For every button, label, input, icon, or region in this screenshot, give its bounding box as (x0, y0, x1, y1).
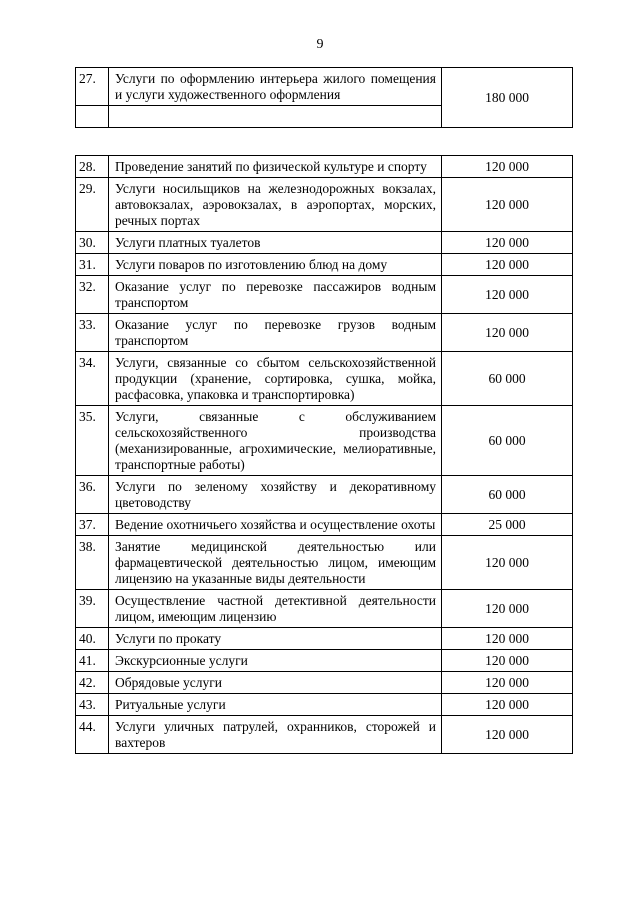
income-amount: 120 000 (442, 628, 573, 650)
service-description: Услуги платных туалетов (109, 232, 442, 254)
income-amount: 180 000 (442, 68, 573, 128)
empty-cell (109, 106, 442, 128)
service-description: Проведение занятий по физической культуре и спорту (109, 156, 442, 178)
service-description: Осуществление частной детективной деятельности лицом, имеющим лицензию (109, 590, 442, 628)
income-amount: 60 000 (442, 406, 573, 476)
service-description: Услуги поваров по изготовлению блюд на дому (109, 254, 442, 276)
income-amount: 120 000 (442, 314, 573, 352)
table-row (76, 514, 573, 536)
service-description: Занятие медицинской деятельностью или фармацевтической деятельностью лицом, имеющим лицензию на указанные виды деятельности (109, 536, 442, 590)
row-number: 29. (76, 178, 109, 232)
income-amount: 120 000 (442, 254, 573, 276)
income-amount: 120 000 (442, 590, 573, 628)
table-row (76, 590, 573, 628)
table-row (76, 672, 573, 694)
table-row (76, 650, 573, 672)
row-number: 37. (76, 514, 109, 536)
income-amount: 120 000 (442, 716, 573, 754)
table-row (76, 628, 573, 650)
table-row (76, 68, 573, 106)
empty-cell (76, 106, 109, 128)
services-table (75, 155, 573, 754)
income-amount: 120 000 (442, 156, 573, 178)
income-amount: 60 000 (442, 476, 573, 514)
table-row (76, 476, 573, 514)
table-row (76, 156, 573, 178)
table-row (76, 694, 573, 716)
income-amount: 60 000 (442, 352, 573, 406)
table-row (76, 276, 573, 314)
income-amount: 120 000 (442, 672, 573, 694)
table-row (76, 314, 573, 352)
row-number: 38. (76, 536, 109, 590)
row-number: 28. (76, 156, 109, 178)
row-number: 43. (76, 694, 109, 716)
row-number: 27. (76, 68, 109, 106)
income-amount: 25 000 (442, 514, 573, 536)
table-row (76, 716, 573, 754)
income-amount: 120 000 (442, 178, 573, 232)
row-number: 30. (76, 232, 109, 254)
services-table-continued (75, 67, 573, 128)
row-number: 44. (76, 716, 109, 754)
table-row (76, 536, 573, 590)
service-description: Экскурсионные услуги (109, 650, 442, 672)
service-description: Услуги, связанные со сбытом сельскохозяйственной продукции (хранение, сортировка, сушка, мойка, расфасовка, упаковка и транспортировка) (109, 352, 442, 406)
table-row (76, 352, 573, 406)
page-number: 9 (316, 37, 324, 52)
service-description: Услуги, связанные с обслуживанием сельскохозяйственного производства (механизированные, агрохимические, мелиоративные, транспортные работы) (109, 406, 442, 476)
income-amount: 120 000 (442, 694, 573, 716)
row-number: 42. (76, 672, 109, 694)
service-description: Оказание услуг по перевозке пассажиров водным транспортом (109, 276, 442, 314)
row-number: 41. (76, 650, 109, 672)
row-number: 32. (76, 276, 109, 314)
service-description: Обрядовые услуги (109, 672, 442, 694)
service-description: Услуги по зеленому хозяйству и декоративному цветоводству (109, 476, 442, 514)
row-number: 31. (76, 254, 109, 276)
service-description: Услуги уличных патрулей, охранников, сторожей и вахтеров (109, 716, 442, 754)
row-number: 40. (76, 628, 109, 650)
table-row (76, 406, 573, 476)
service-description: Услуги по прокату (109, 628, 442, 650)
service-description: Ведение охотничьего хозяйства и осуществление охоты (109, 514, 442, 536)
income-amount: 120 000 (442, 650, 573, 672)
income-amount: 120 000 (442, 232, 573, 254)
row-number: 35. (76, 406, 109, 476)
table-row (76, 254, 573, 276)
row-number: 33. (76, 314, 109, 352)
service-description: Услуги по оформлению интерьера жилого помещения и услуги художественного оформления (109, 68, 442, 106)
income-amount: 120 000 (442, 536, 573, 590)
table-row (76, 232, 573, 254)
income-amount: 120 000 (442, 276, 573, 314)
table-row (76, 178, 573, 232)
row-number: 36. (76, 476, 109, 514)
service-description: Оказание услуг по перевозке грузов водным транспортом (109, 314, 442, 352)
row-number: 34. (76, 352, 109, 406)
service-description: Услуги носильщиков на железнодорожных вокзалах, автовокзалах, аэровокзалах, в аэропортах, морских, речных портах (109, 178, 442, 232)
row-number: 39. (76, 590, 109, 628)
service-description: Ритуальные услуги (109, 694, 442, 716)
